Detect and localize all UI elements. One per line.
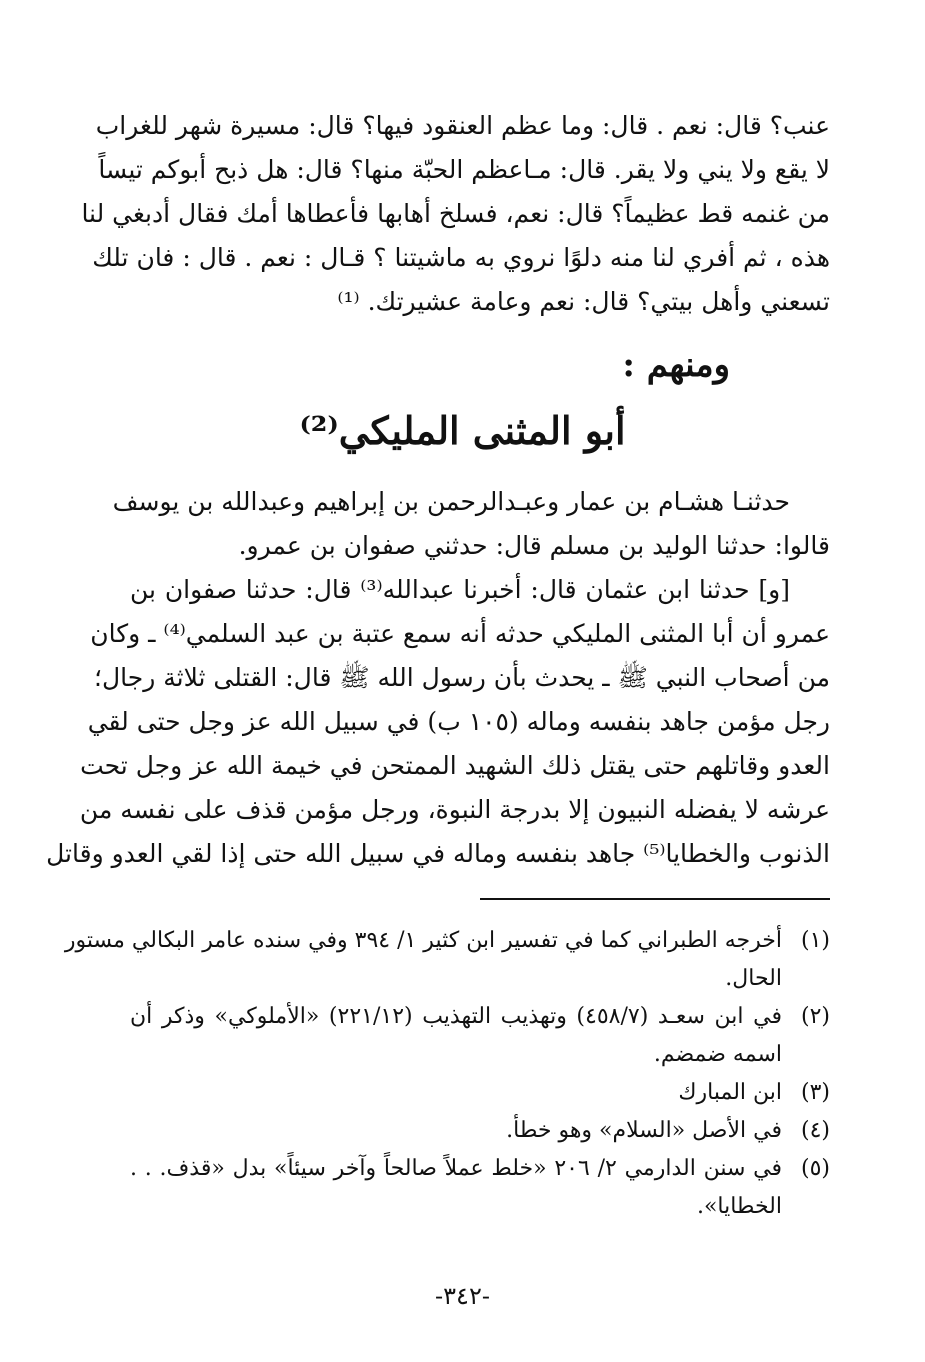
footnote-item (64, 922, 830, 998)
footnote-number: (٤) (800, 1118, 830, 1143)
footnote-line: في الأصل «السلام» وهو خطأ. (506, 1118, 782, 1143)
page-number: -٣٤٢- (435, 1282, 490, 1310)
text-line: عنب؟ قال: نعم . قال: وما عظم العنقود فيها؟ قال: مسيرة شهر للغراب (95, 111, 830, 140)
section-title: أبو المثنى المليكي⁽²⁾ (299, 408, 626, 453)
footnote-number: (٥) (800, 1156, 830, 1181)
text-line: العدو وقاتلهم حتى يقتل ذلك الشهيد الممتحن في خيمة الله عز وجل تحت (80, 751, 830, 780)
text-line: [و] حدثنا ابن عثمان قال: أخبرنا عبدالله⁽³⁾ قال: حدثنا صفوان بن (130, 575, 790, 604)
text-line: هذه ، ثم أفري لنا منه دلوًا نروي به ماشيتنا ؟ قـال : نعم . قال : فان تلك (92, 243, 830, 272)
footnote-line: ابن المبارك (678, 1080, 782, 1105)
text-line: عرشه لا يفضله النبيون إلا بدرجة النبوة، ورجل مؤمن قذف على نفسه من (79, 795, 830, 824)
footnote-line: الخطايا». (696, 1194, 782, 1219)
text-line: حدثنـا هشـام بن عمار وعبـدالرحمن بن إبراهيم وعبدالله بن يوسف (112, 487, 790, 516)
footnote-line: في ابن سعـد (٤٥٨/٧) وتهذيب التهذيب (٢٢١/١٢) «الأملوكي» وذكر أن (130, 1004, 782, 1029)
footnote-divider (480, 898, 830, 901)
paragraph-2 (112, 480, 830, 568)
footnotes (64, 922, 830, 1226)
top-paragraph (81, 104, 830, 324)
footnote-line: اسمه ضمضم. (653, 1042, 782, 1067)
footnote-item (130, 1074, 830, 1112)
text-line: رجل مؤمن جاهد بنفسه وماله (١٠٥ ب) في سبيل الله عز وجل حتى لقي (87, 707, 830, 736)
footnote-item (130, 1112, 830, 1150)
footnote-line: الحال. (725, 966, 782, 991)
footnote-line: في سنن الدارمي ٢/ ٢٠٦ «خلط عملاً صالحاً وآخر سيئاً» بدل «قذف. . . (130, 1156, 783, 1181)
text-line: عمرو أن أبا المثنى المليكي حدثه أنه سمع عتبة بن عبد السلمي⁽⁴⁾ ـ وكان (90, 619, 830, 648)
text-line: الذنوب والخطايا⁽⁵⁾ جاهد بنفسه وماله في سبيل الله حتى إذا لقي العدو وقاتل (46, 839, 830, 868)
subheading: ومنهم : (622, 345, 730, 385)
text-line: لا يقع ولا يني ولا يقر. قال: مـاعظم الحبّة منها؟ قال: هل ذبح أبوكم تيساً (98, 155, 830, 184)
footnote-number: (١) (800, 928, 830, 953)
footnote-number: (٢) (800, 1004, 830, 1029)
text-line: قالوا: حدثنا الوليد بن مسلم قال: حدثني صفوان بن عمرو. (238, 531, 830, 560)
text-line: من غنمه قط عظيماً؟ قال: نعم، فسلخ أهابها فأعطاها أمك فقال أدبغي لنا (81, 199, 830, 228)
footnote-item (130, 998, 830, 1074)
footnote-item (130, 1150, 830, 1226)
footnote-line: أخرجه الطبراني كما في تفسير ابن كثير ١/ ٣٩٤ وفي سنده عامر البكالي مستور (64, 928, 782, 953)
footnote-number: (٣) (800, 1080, 830, 1105)
paragraph-3 (46, 568, 830, 876)
text-line: تسعني وأهل بيتي؟ قال: نعم وعامة عشيرتك. ⁽¹⁾ (337, 287, 830, 316)
text-line: من أصحاب النبي ﷺ ـ يحدث بأن رسول الله ﷺ قال: القتلى ثلاثة رجال؛ (94, 663, 830, 692)
